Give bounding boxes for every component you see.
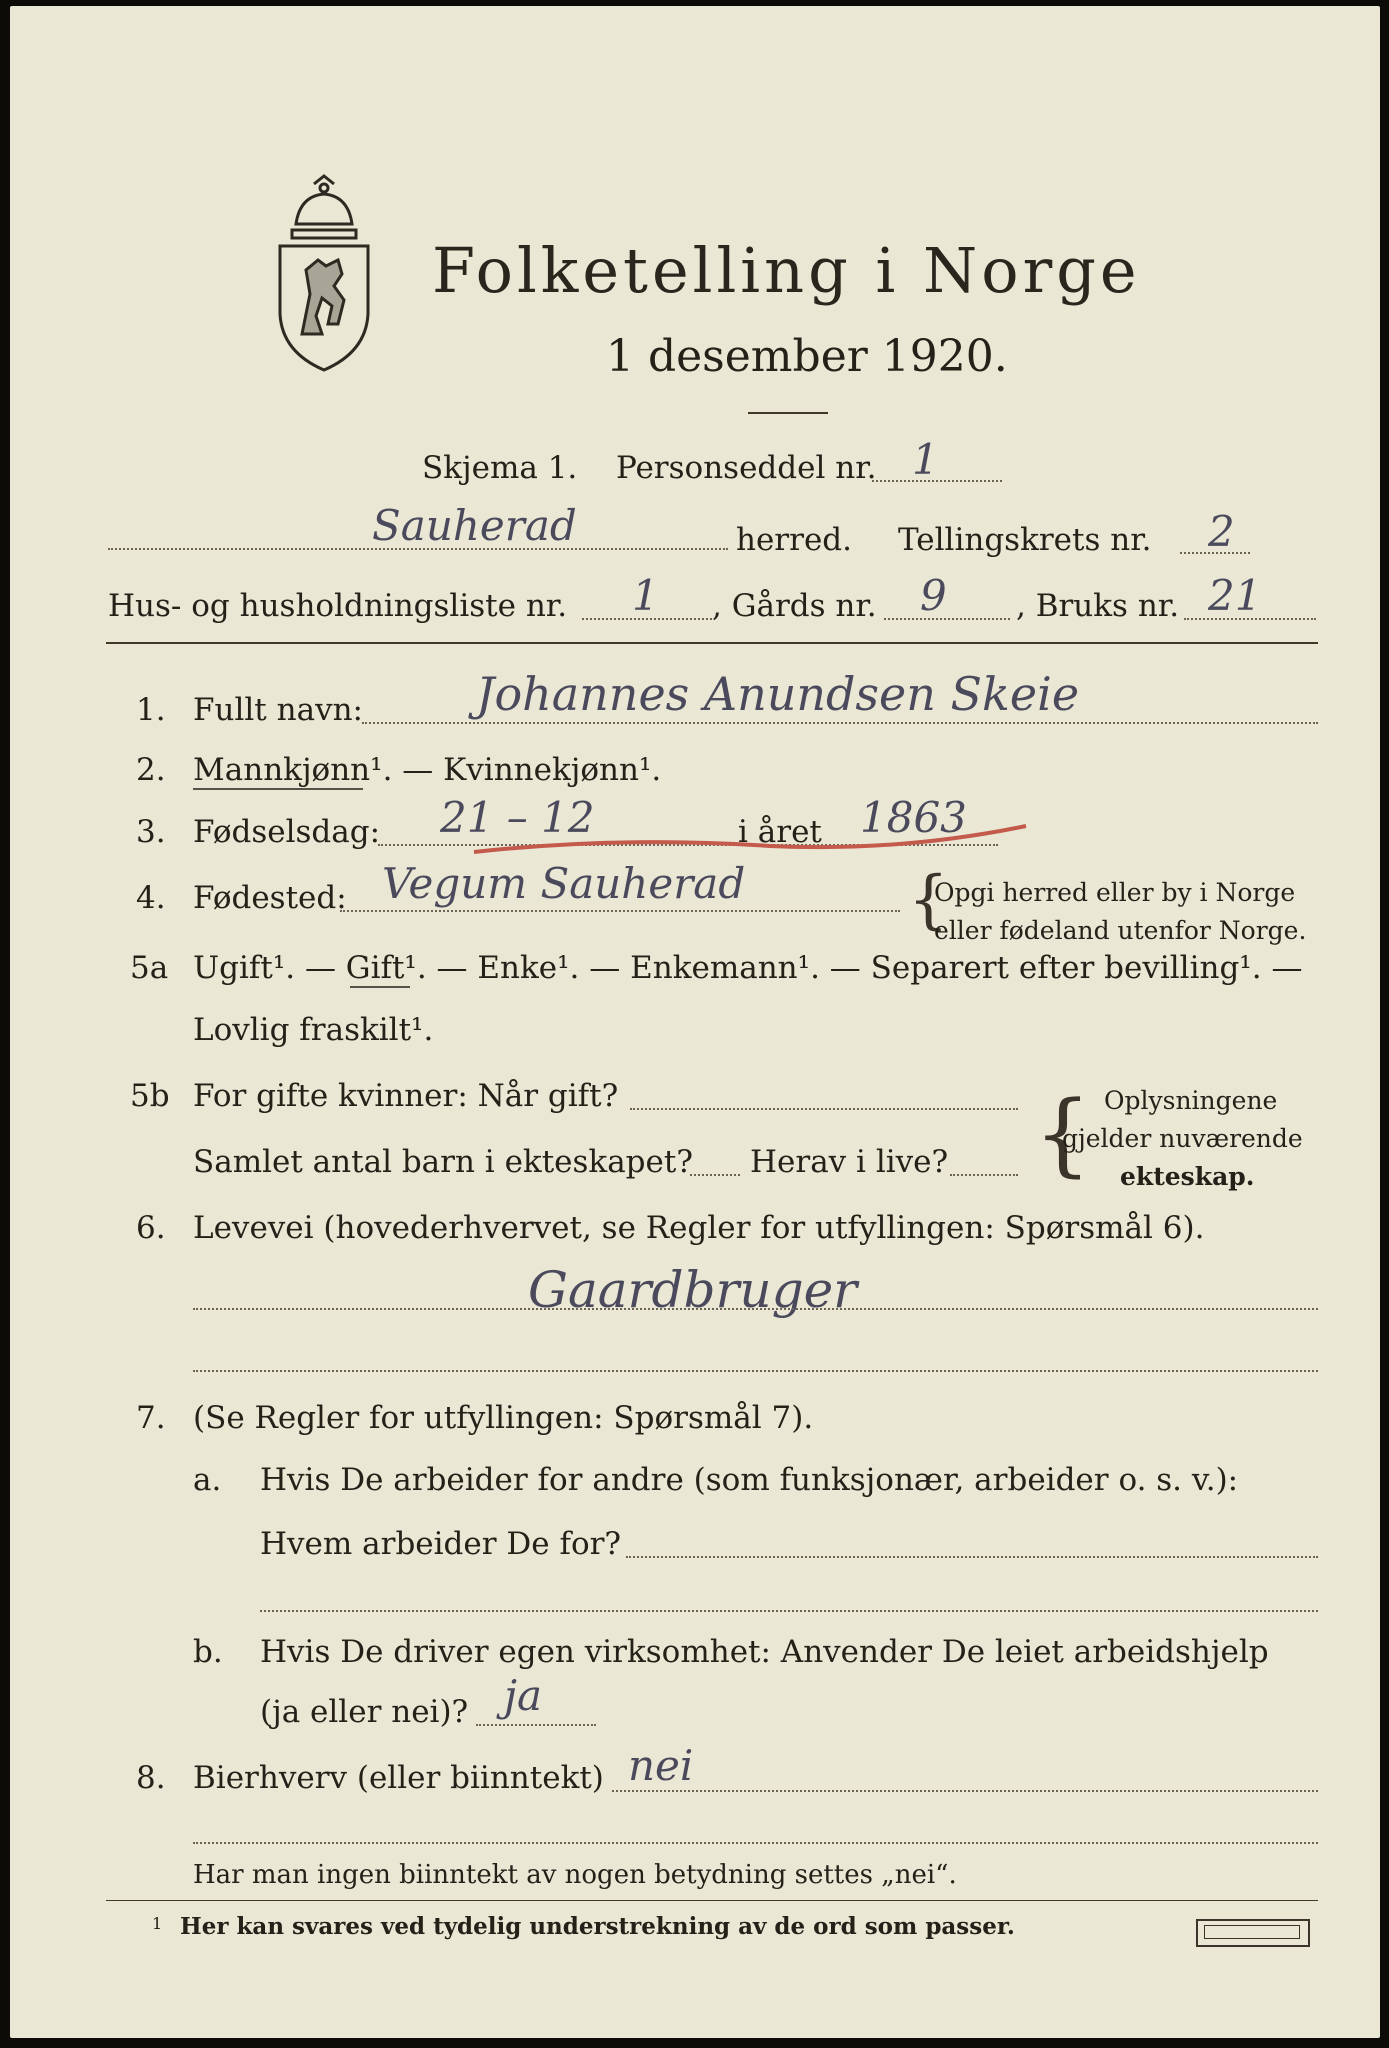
q7a-line-2: Hvem arbeider De for? xyxy=(260,1526,622,1562)
q7a-employer-line-2 xyxy=(260,1610,1318,1612)
q8-line xyxy=(612,1790,1318,1792)
footnote-divider xyxy=(106,1900,1318,1901)
q3-red-strike xyxy=(470,812,1030,862)
gards-label: , Gårds nr. xyxy=(712,588,877,624)
q5a-line-1: Ugift¹. — Gift¹. — Enke¹. — Enkemann¹. — Separert efter bevilling¹. — xyxy=(193,950,1303,986)
q6-value[interactable]: Gaardbruger xyxy=(528,1261,858,1319)
q5b-children-line xyxy=(690,1174,740,1176)
q8-value[interactable]: nei xyxy=(628,1741,694,1790)
q4-value[interactable]: Vegum Sauherad xyxy=(382,859,746,908)
q5b-married-line xyxy=(630,1108,1018,1110)
herred-value[interactable]: Sauherad xyxy=(372,501,577,550)
tellingskrets-value[interactable]: 2 xyxy=(1208,507,1235,556)
coat-of-arms-icon xyxy=(266,174,382,374)
bruks-value[interactable]: 21 xyxy=(1208,571,1262,620)
q2-underline-mannkjonn xyxy=(193,788,363,790)
q3-year-value[interactable]: 1863 xyxy=(860,793,967,842)
personseddel-value[interactable]: 1 xyxy=(912,435,939,484)
q7-label: (Se Regler for utfyllingen: Spørsmål 7). xyxy=(193,1400,814,1436)
q6-label: Levevei (hovederhvervet, se Regler for utfyllingen: Spørsmål 6). xyxy=(193,1210,1205,1246)
q7b-value[interactable]: ja xyxy=(504,1671,543,1720)
printer-stamp xyxy=(1196,1919,1310,1947)
q5a-line-2: Lovlig fraskilt¹. xyxy=(193,1012,434,1048)
q3-number: 3. xyxy=(136,814,166,850)
form-date: 1 desember 1920. xyxy=(606,331,1008,382)
q7a-line-1: Hvis De arbeider for andre (som funksjonær, arbeider o. s. v.): xyxy=(260,1462,1239,1498)
personseddel-label: Personseddel nr. xyxy=(616,450,877,486)
q5b-alive-line xyxy=(950,1174,1018,1176)
schema-label: Skjema 1. xyxy=(422,450,578,486)
q8-label: Bierhverv (eller biinntekt) xyxy=(193,1760,604,1796)
section-divider xyxy=(106,642,1318,644)
q4-note-2: eller fødeland utenfor Norge. xyxy=(934,916,1307,945)
hus-value[interactable]: 1 xyxy=(632,571,659,620)
q3-label: Fødselsdag: xyxy=(193,814,381,850)
q4-number: 4. xyxy=(136,880,166,916)
herred-label: herred. xyxy=(736,522,852,558)
header-divider xyxy=(748,412,828,414)
q7b-number: b. xyxy=(193,1634,223,1670)
q1-label: Fullt navn: xyxy=(193,692,363,728)
q5a-number: 5a xyxy=(130,950,169,986)
q8-number: 8. xyxy=(136,1760,166,1796)
tellingskrets-label: Tellingskrets nr. xyxy=(898,522,1152,558)
q2-label: Mannkjønn¹. — Kvinnekjønn¹. xyxy=(193,752,662,788)
gards-line xyxy=(884,618,1010,620)
q6-number: 6. xyxy=(136,1210,166,1246)
q6-line-2 xyxy=(193,1370,1318,1372)
hus-label: Hus- og husholdningsliste nr. xyxy=(108,588,568,624)
q5b-note-2: gjelder nuværende xyxy=(1062,1124,1303,1153)
q4-brace: { xyxy=(908,863,949,937)
q3-value[interactable]: 21 – 12 xyxy=(440,793,595,842)
q1-value[interactable]: Johannes Anundsen Skeie xyxy=(476,667,1080,721)
q4-label: Fødested: xyxy=(193,880,347,916)
form-title: Folketelling i Norge xyxy=(432,234,1141,307)
q7a-number: a. xyxy=(193,1462,222,1498)
q5b-line-1: For gifte kvinner: Når gift? xyxy=(193,1078,619,1114)
q5b-brace: { xyxy=(1034,1082,1092,1187)
q8-line-2 xyxy=(193,1842,1318,1844)
q5b-note-3: ekteskap. xyxy=(1120,1162,1255,1191)
gards-value[interactable]: 9 xyxy=(920,571,947,620)
q5b-note-1: Oplysningene xyxy=(1104,1086,1278,1115)
q4-note-1: Opgi herred eller by i Norge xyxy=(934,878,1296,907)
q5b-line-2b: Herav i live? xyxy=(750,1144,949,1180)
bruks-label: , Bruks nr. xyxy=(1016,588,1180,624)
q7b-line-1: Hvis De driver egen virksomhet: Anvender De leiet arbeidshjelp xyxy=(260,1634,1269,1670)
footnote-text: Her kan svares ved tydelig understrekning av de ord som passer. xyxy=(180,1913,1015,1940)
q6-line-1 xyxy=(193,1308,1318,1310)
q7-number: 7. xyxy=(136,1400,166,1436)
q7b-line-2: (ja eller nei)? xyxy=(260,1694,469,1730)
q4-line xyxy=(340,910,900,912)
bottom-note: Har man ingen biinntekt av nogen betydning settes „nei“. xyxy=(193,1860,957,1890)
q1-number: 1. xyxy=(136,692,166,728)
q2-number: 2. xyxy=(136,752,166,788)
q5b-line-2a: Samlet antal barn i ekteskapet? xyxy=(193,1144,693,1180)
q3-year-label: i året xyxy=(738,814,822,850)
q5b-number: 5b xyxy=(130,1078,170,1114)
q7b-answer-line xyxy=(476,1724,596,1726)
q7a-employer-line xyxy=(626,1556,1318,1558)
q1-line xyxy=(362,722,1318,724)
footnote-number: 1 xyxy=(152,1914,163,1933)
q5a-underline-gift xyxy=(350,986,410,988)
